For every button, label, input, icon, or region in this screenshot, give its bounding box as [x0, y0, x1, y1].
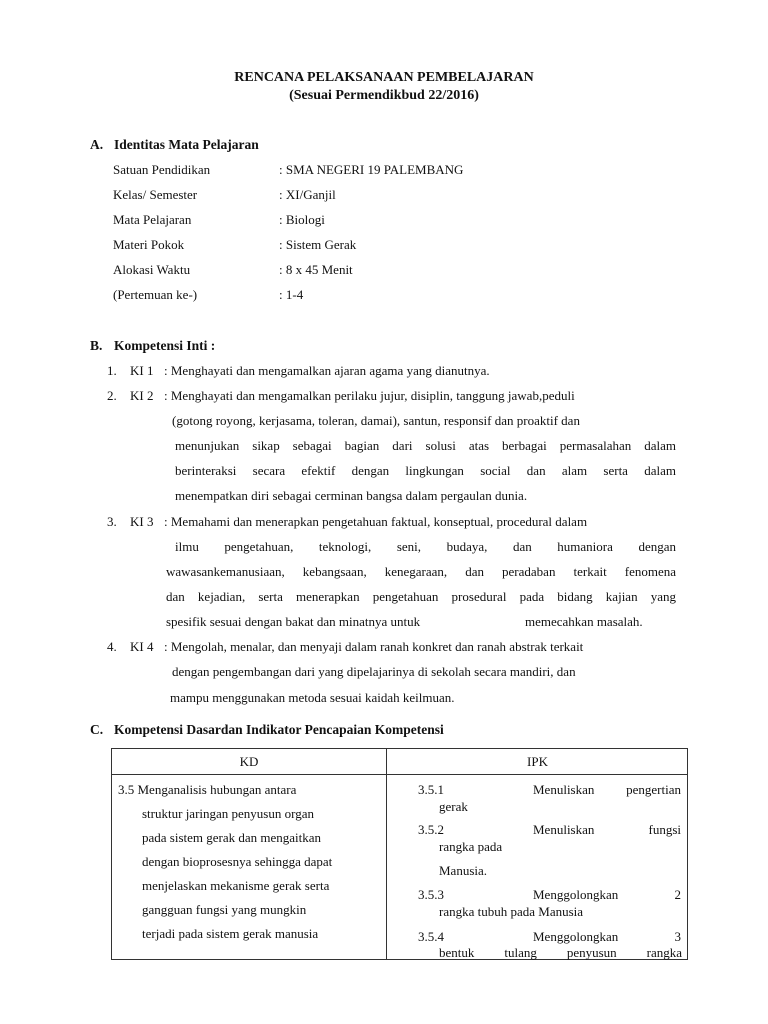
- ipk-word: Menuliskan: [533, 822, 595, 837]
- ipk-code: 3.5.4: [418, 929, 444, 944]
- ki-text-line: menunjukan sikap sebagai bagian dari solusi atas berbagai permasalahan dalam: [175, 438, 676, 453]
- ipk-word: Menggolongkan: [533, 929, 619, 944]
- identity-value: : Sistem Gerak: [279, 237, 357, 252]
- ki-number: 2.: [107, 388, 117, 403]
- table-header-divider: [112, 774, 687, 775]
- ipk-continuation: rangka tubuh pada Manusia: [439, 904, 584, 919]
- ki-text-line: ilmu pengetahuan, teknologi, seni, budaya, dan humaniora dengan: [175, 539, 676, 554]
- kd-line: 3.5 Menganalisis hubungan antara: [118, 782, 297, 797]
- kd-line: dengan bioprosesnya sehingga dapat: [142, 854, 333, 869]
- ki-text-line: dan kejadian, serta menerapkan pengetahuan prosedural pada bidang kajian yang: [166, 589, 676, 604]
- ki-text-line: dengan pengembangan dari yang dipelajarinya di sekolah secara mandiri, dan: [172, 664, 576, 679]
- page-title: RENCANA PELAKSANAAN PEMBELAJARAN: [234, 70, 534, 85]
- identity-label: (Pertemuan ke-): [113, 287, 198, 302]
- ipk-continuation: gerak: [439, 799, 468, 814]
- ipk-continuation: Manusia.: [439, 863, 488, 878]
- kd-ipk-table: [111, 748, 688, 960]
- section-a-title: Identitas Mata Pelajaran: [114, 137, 259, 152]
- table-header-ipk: IPK: [527, 754, 548, 769]
- ipk-word: 3: [674, 929, 681, 944]
- ki-text-line: : Mengolah, menalar, dan menyaji dalam ranah konkret dan ranah abstrak terkait: [164, 639, 584, 654]
- ipk-word: fungsi: [648, 822, 681, 837]
- table-divider: [386, 749, 387, 959]
- identity-value: : SMA NEGERI 19 PALEMBANG: [279, 162, 464, 177]
- ipk-word: 2: [674, 887, 681, 902]
- kd-line: terjadi pada sistem gerak manusia: [142, 926, 319, 941]
- kd-line: struktur jaringan penyusun organ: [142, 806, 314, 821]
- ki-text-line: wawasankemanusiaan, kebangsaan, kenegaraan, dan peradaban terkait fenomena: [166, 564, 676, 579]
- ipk-code: 3.5.3: [418, 887, 444, 902]
- ipk-word: pengertian: [626, 782, 681, 797]
- ki-text-line: : Menghayati dan mengamalkan ajaran agama yang dianutnya.: [164, 363, 490, 378]
- kd-line: menjelaskan mekanisme gerak serta: [142, 878, 330, 893]
- section-a-heading: [90, 137, 259, 153]
- page-subtitle: (Sesuai Permendikbud 22/2016): [289, 88, 479, 103]
- ki-code: KI 1: [130, 363, 154, 378]
- ki-code: KI 4: [130, 639, 154, 654]
- ipk-code: 3.5.1: [418, 782, 444, 797]
- section-a-letter: A.: [90, 137, 104, 152]
- ki-text-line: (gotong royong, kerjasama, toleran, damai), santun, responsif dan proaktif dan: [172, 413, 580, 428]
- ipk-continuation: bentuk tulang penyusun rangka: [439, 945, 682, 960]
- section-b-letter: B.: [90, 338, 103, 353]
- identity-label: Mata Pelajaran: [113, 212, 192, 227]
- identity-value: : Biologi: [279, 212, 325, 227]
- identity-value: : 1-4: [279, 287, 304, 302]
- ipk-code: 3.5.2: [418, 822, 444, 837]
- ki-text-line: : Memahami dan menerapkan pengetahuan faktual, konseptual, procedural dalam: [164, 514, 588, 529]
- ki-text-line: : Menghayati dan mengamalkan perilaku jujur, disiplin, tanggung jawab,peduli: [164, 388, 575, 403]
- identity-label: Materi Pokok: [113, 237, 185, 252]
- kd-line: pada sistem gerak dan mengaitkan: [142, 830, 322, 845]
- section-b-title: Kompetensi Inti :: [114, 338, 216, 353]
- section-b-heading: [90, 338, 215, 354]
- identity-label: Satuan Pendidikan: [113, 162, 211, 177]
- section-c-heading: [90, 722, 444, 738]
- table-header-kd: KD: [239, 754, 259, 769]
- ki-code: KI 3: [130, 514, 154, 529]
- ki-text-line: berinteraksi secara efektif dengan lingkungan social dan alam serta dalam: [175, 463, 676, 478]
- ki-code: KI 2: [130, 388, 154, 403]
- ki-number: 4.: [107, 639, 117, 654]
- ipk-word: Menuliskan: [533, 782, 595, 797]
- ki-text-line: menempatkan diri sebagai cerminan bangsa dalam pergaulan dunia.: [175, 488, 528, 503]
- ipk-continuation: rangka pada: [439, 839, 503, 854]
- ipk-word: Menggolongkan: [533, 887, 619, 902]
- identity-label: Alokasi Waktu: [113, 262, 191, 277]
- kd-line: gangguan fungsi yang mungkin: [142, 902, 307, 917]
- ki-text-line: memecahkan masalah.: [525, 614, 643, 629]
- section-c-title: Kompetensi Dasardan Indikator Pencapaian Kompetensi: [114, 722, 444, 737]
- identity-label: Kelas/ Semester: [113, 187, 198, 202]
- ki-text-line: mampu menggunakan metoda sesuai kaidah keilmuan.: [170, 690, 455, 705]
- ki-number: 3.: [107, 514, 117, 529]
- ki-number: 1.: [107, 363, 117, 378]
- ki-text-line: spesifik sesuai dengan bakat dan minatnya untuk: [166, 614, 421, 629]
- identity-value: : 8 x 45 Menit: [279, 262, 353, 277]
- identity-value: : XI/Ganjil: [279, 187, 336, 202]
- section-c-letter: C.: [90, 722, 104, 737]
